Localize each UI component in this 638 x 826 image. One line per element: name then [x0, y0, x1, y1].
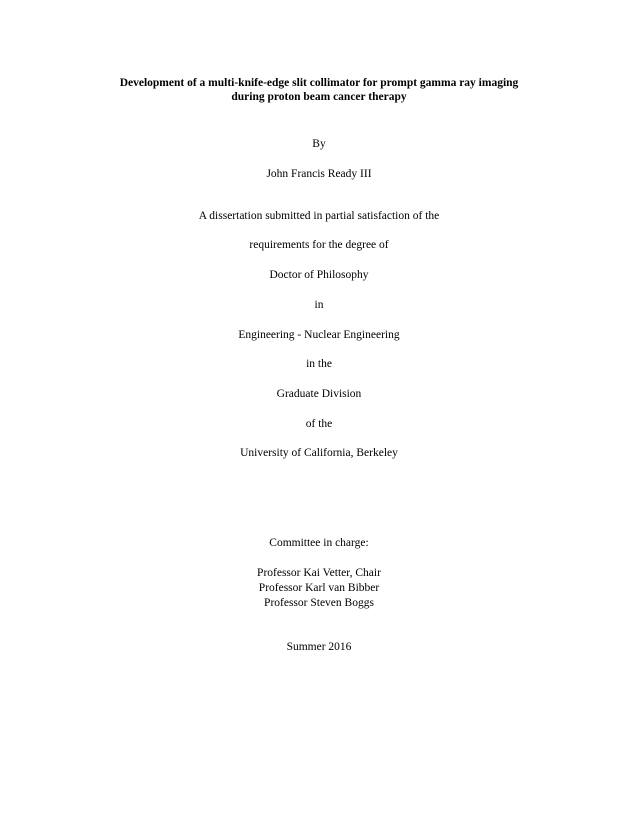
- in-label: in: [314, 299, 324, 311]
- committee-member: Professor Karl van Bibber: [258, 582, 380, 594]
- field-name: Engineering - Nuclear Engineering: [238, 329, 400, 341]
- division-name: Graduate Division: [276, 388, 362, 400]
- dissertation-title-line-1: Development of a multi-knife-edge slit collimator for prompt gamma ray imaging: [119, 77, 519, 89]
- committee-member: Professor Kai Vetter, Chair: [257, 567, 381, 579]
- committee-heading: Committee in charge:: [269, 537, 369, 549]
- degree-name: Doctor of Philosophy: [269, 269, 369, 281]
- university-name: University of California, Berkeley: [240, 447, 398, 459]
- committee-member: Professor Steven Boggs: [264, 597, 374, 609]
- submission-statement-line-1: A dissertation submitted in partial satisfaction of the: [198, 210, 440, 222]
- in-the-label: in the: [306, 358, 332, 370]
- submission-date: Summer 2016: [286, 641, 352, 653]
- author-name: John Francis Ready III: [266, 168, 372, 180]
- by-label: By: [312, 138, 326, 150]
- dissertation-title-line-2: during proton beam cancer therapy: [231, 91, 407, 103]
- of-the-label: of the: [305, 418, 333, 430]
- submission-statement-line-2: requirements for the degree of: [249, 239, 389, 251]
